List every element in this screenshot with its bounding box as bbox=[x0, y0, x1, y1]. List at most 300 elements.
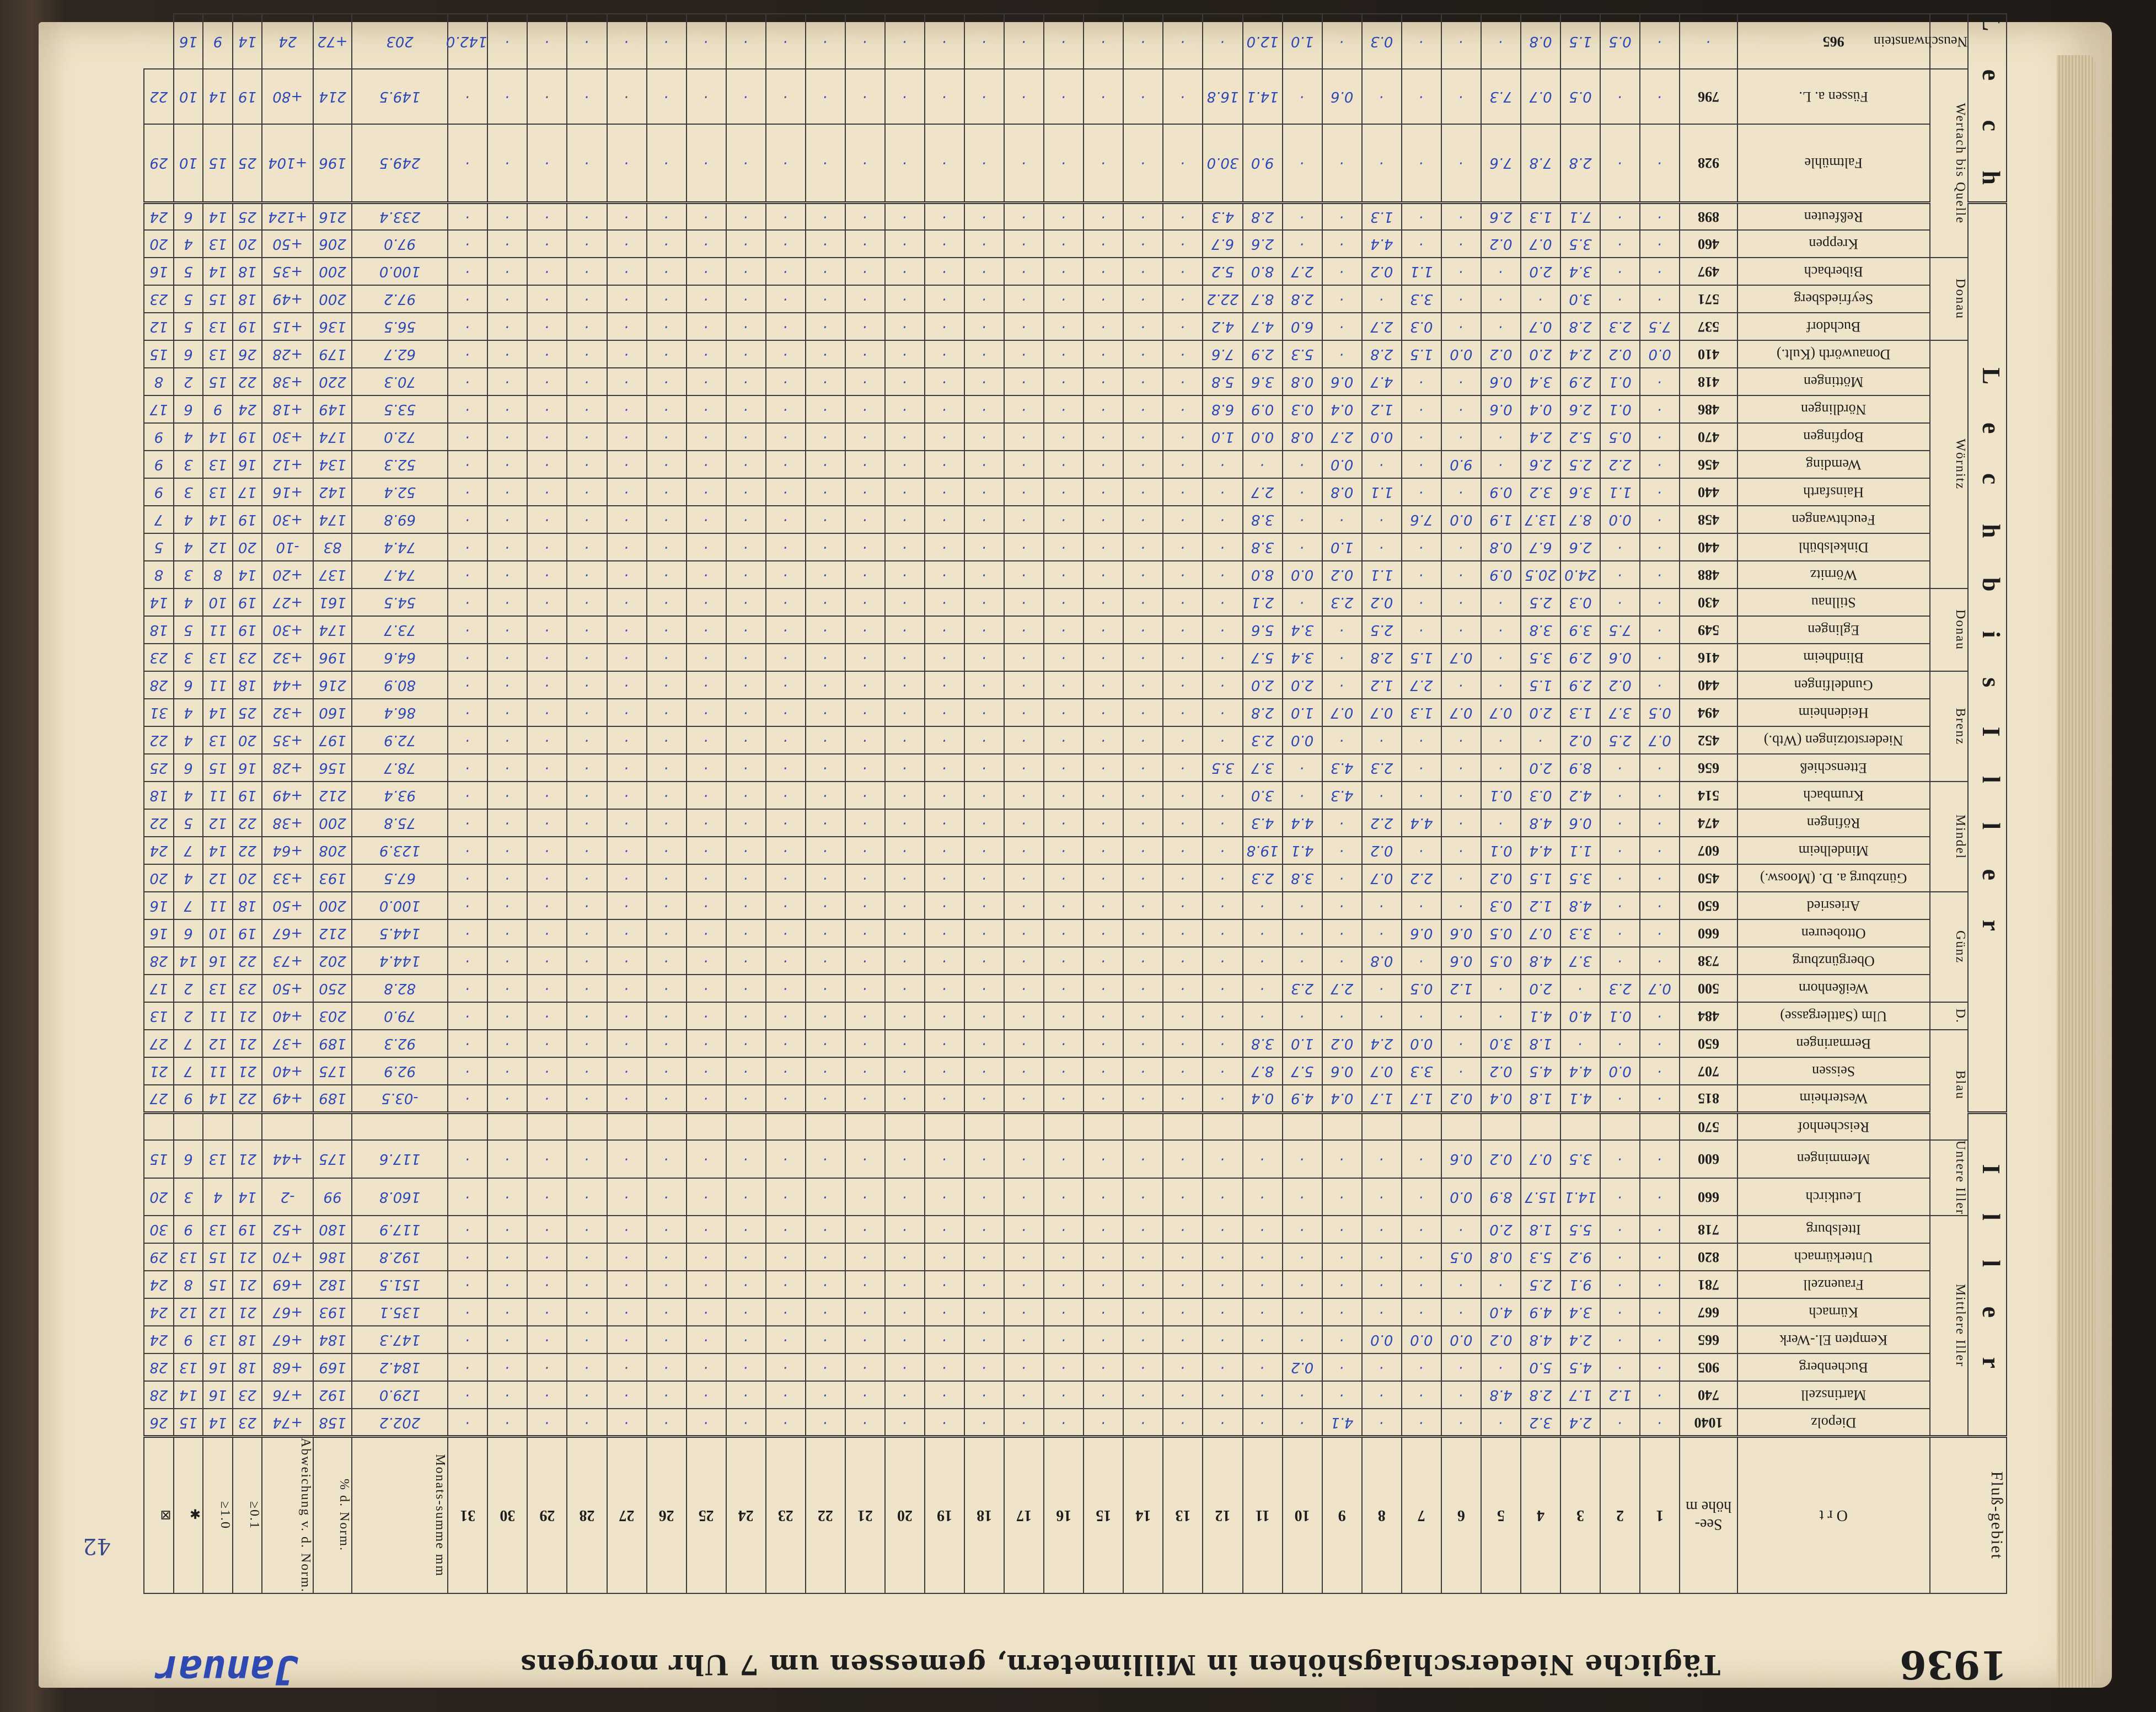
header-day-7: 7 bbox=[1402, 1436, 1441, 1593]
day-value: · bbox=[1044, 1381, 1084, 1409]
day-value bbox=[647, 1112, 687, 1140]
day-value: · bbox=[527, 478, 567, 506]
day-value: · bbox=[448, 124, 487, 203]
day-value: 1.5 bbox=[1560, 14, 1600, 69]
day-value: 2.2 bbox=[1362, 809, 1402, 837]
day-value: · bbox=[766, 1030, 806, 1057]
table-row bbox=[144, 1409, 2007, 1436]
day-value: 8.9 bbox=[1560, 754, 1600, 782]
day-value: · bbox=[567, 69, 607, 124]
day-value: · bbox=[885, 726, 925, 754]
day-value: · bbox=[1402, 1216, 1441, 1243]
day-value: · bbox=[487, 395, 527, 423]
day-value: · bbox=[1441, 368, 1481, 395]
day-value: · bbox=[1441, 1002, 1481, 1030]
day-value: · bbox=[766, 809, 806, 837]
day-value: · bbox=[487, 809, 527, 837]
day-value: · bbox=[647, 809, 687, 837]
deviation: +64 bbox=[262, 837, 313, 864]
day-value: · bbox=[448, 919, 487, 947]
day-value: · bbox=[1402, 837, 1441, 864]
station-name: Neuschwanstein bbox=[1930, 14, 1969, 69]
monthly-sum: 64.6 bbox=[352, 644, 448, 671]
day-value: · bbox=[766, 892, 806, 919]
table-row bbox=[144, 1178, 2007, 1216]
day-value: · bbox=[1362, 1140, 1402, 1178]
station-name: Reßfeuten bbox=[1737, 202, 1930, 230]
day-value: · bbox=[1640, 837, 1680, 864]
day-value: · bbox=[687, 588, 726, 616]
table-row bbox=[144, 809, 2007, 837]
day-value: 0.3 bbox=[1283, 395, 1322, 423]
day-value: · bbox=[687, 1271, 726, 1298]
days-snow: 4 bbox=[174, 726, 203, 754]
header-seehoehe: See-höhe m bbox=[1680, 1436, 1737, 1593]
day-value: · bbox=[527, 124, 567, 203]
day-value: 1.2 bbox=[1362, 395, 1402, 423]
day-value: · bbox=[607, 864, 647, 892]
monthly-sum: 160.8 bbox=[352, 1178, 448, 1216]
day-value: · bbox=[1600, 1030, 1640, 1057]
days-ge-01: 21 bbox=[233, 1030, 262, 1057]
day-value: · bbox=[567, 340, 607, 368]
day-value: · bbox=[1600, 782, 1640, 809]
days-ge-01: 20 bbox=[233, 230, 262, 258]
page-title: Tägliche Niederschlagshöhen in Millimetern, gemessen um 7 Uhr morgens bbox=[520, 1649, 1720, 1681]
day-value: · bbox=[1322, 1326, 1362, 1353]
day-value: · bbox=[845, 1298, 885, 1326]
day-value: · bbox=[766, 230, 806, 258]
day-value: · bbox=[1163, 671, 1203, 699]
day-value: · bbox=[1004, 616, 1044, 644]
monthly-sum: 144.5 bbox=[352, 919, 448, 947]
day-value: · bbox=[1600, 1178, 1640, 1216]
day-value bbox=[845, 1112, 885, 1140]
day-value: · bbox=[964, 506, 1004, 533]
day-value: · bbox=[1084, 782, 1123, 809]
day-value: · bbox=[1243, 1002, 1283, 1030]
day-value: · bbox=[1600, 1326, 1640, 1353]
day-value: · bbox=[964, 1002, 1004, 1030]
day-value: · bbox=[1640, 1243, 1680, 1271]
day-value: · bbox=[845, 202, 885, 230]
station-name: Hainsfarth bbox=[1737, 478, 1930, 506]
day-value: · bbox=[527, 69, 567, 124]
day-value: 1.3 bbox=[1521, 202, 1560, 230]
day-value: · bbox=[1084, 1353, 1123, 1381]
day-value: · bbox=[925, 561, 964, 588]
day-value: · bbox=[1600, 1271, 1640, 1298]
monthly-sum: 62.7 bbox=[352, 340, 448, 368]
monthly-sum: 129.0 bbox=[352, 1381, 448, 1409]
day-value: · bbox=[885, 1002, 925, 1030]
day-value: · bbox=[1203, 588, 1242, 616]
day-value: 1.3 bbox=[1362, 202, 1402, 230]
days-snow: 2 bbox=[174, 975, 203, 1002]
day-value: · bbox=[964, 533, 1004, 561]
day-value: · bbox=[448, 561, 487, 588]
day-value: · bbox=[1004, 451, 1044, 478]
day-value: · bbox=[1044, 892, 1084, 919]
day-value: · bbox=[766, 533, 806, 561]
day-value: · bbox=[567, 644, 607, 671]
day-value: · bbox=[1481, 616, 1521, 644]
day-value: 4.9 bbox=[1283, 1085, 1322, 1112]
day-value: · bbox=[1402, 451, 1441, 478]
day-value: · bbox=[647, 1409, 687, 1436]
day-value: 0.2 bbox=[1481, 1326, 1521, 1353]
day-value: · bbox=[845, 368, 885, 395]
day-value: · bbox=[687, 423, 726, 451]
day-value: · bbox=[1283, 1243, 1322, 1271]
day-value: · bbox=[567, 451, 607, 478]
day-value: · bbox=[885, 1298, 925, 1326]
day-value: 0.8 bbox=[1481, 1243, 1521, 1271]
day-value: · bbox=[567, 313, 607, 340]
day-value: · bbox=[1640, 1030, 1680, 1057]
pct-norm: 184 bbox=[313, 1326, 352, 1353]
table-row bbox=[144, 124, 2007, 203]
day-value: · bbox=[1004, 699, 1044, 726]
day-value: · bbox=[1044, 588, 1084, 616]
day-value: · bbox=[806, 202, 845, 230]
day-value: · bbox=[1163, 975, 1203, 1002]
day-value: · bbox=[885, 1353, 925, 1381]
day-value: · bbox=[726, 124, 766, 203]
day-value: 0.2 bbox=[1600, 671, 1640, 699]
day-value: · bbox=[964, 561, 1004, 588]
day-value: · bbox=[527, 1002, 567, 1030]
day-value: · bbox=[1441, 892, 1481, 919]
days-snow: 15 bbox=[174, 1409, 203, 1436]
days-ge-10: 11 bbox=[203, 782, 232, 809]
day-value: · bbox=[647, 726, 687, 754]
days-ge-10: 14 bbox=[203, 1085, 232, 1112]
day-value: · bbox=[567, 782, 607, 809]
day-value: · bbox=[885, 395, 925, 423]
day-value: · bbox=[925, 14, 964, 69]
pct-norm: 182 bbox=[313, 1271, 352, 1298]
day-value: · bbox=[448, 1326, 487, 1353]
deviation: +50 bbox=[262, 892, 313, 919]
day-value: · bbox=[567, 395, 607, 423]
day-value: · bbox=[687, 1326, 726, 1353]
day-value: · bbox=[687, 1353, 726, 1381]
day-value: · bbox=[1084, 1243, 1123, 1271]
day-value: · bbox=[1203, 1085, 1242, 1112]
monthly-sum: 144.4 bbox=[352, 947, 448, 975]
day-value: 0.2 bbox=[1441, 1085, 1481, 1112]
day-value: · bbox=[1640, 395, 1680, 423]
days-ge-10: 14 bbox=[203, 1409, 232, 1436]
day-value: · bbox=[766, 837, 806, 864]
day-value: · bbox=[607, 258, 647, 285]
day-value: 4.8 bbox=[1481, 1381, 1521, 1409]
day-value: · bbox=[647, 1243, 687, 1271]
station-elevation: 497 bbox=[1680, 258, 1737, 285]
monthly-sum: 74.7 bbox=[352, 561, 448, 588]
day-value: · bbox=[806, 313, 845, 340]
day-value: · bbox=[647, 561, 687, 588]
day-value: · bbox=[1084, 1030, 1123, 1057]
day-value: · bbox=[607, 340, 647, 368]
day-value: 0.8 bbox=[1322, 478, 1362, 506]
days-ge-10: 14 bbox=[203, 837, 232, 864]
day-value: 0.2 bbox=[1481, 1140, 1521, 1178]
day-value: · bbox=[687, 864, 726, 892]
day-value: 0.2 bbox=[1600, 340, 1640, 368]
day-value: 4.8 bbox=[1521, 947, 1560, 975]
day-value: · bbox=[964, 809, 1004, 837]
day-value: 0.7 bbox=[1521, 230, 1560, 258]
day-value: 3.8 bbox=[1283, 864, 1322, 892]
day-value: · bbox=[806, 726, 845, 754]
day-value: 4.5 bbox=[1560, 1353, 1600, 1381]
day-value: · bbox=[607, 1057, 647, 1085]
day-value: · bbox=[607, 451, 647, 478]
day-value: · bbox=[1402, 726, 1441, 754]
day-value: 7.8 bbox=[1521, 124, 1560, 203]
day-value: · bbox=[1044, 258, 1084, 285]
day-value: · bbox=[647, 69, 687, 124]
day-value: · bbox=[1004, 892, 1044, 919]
deviation: +104 bbox=[262, 124, 313, 203]
subgroup-label: Untere Iller bbox=[1930, 1140, 1969, 1216]
day-value: · bbox=[964, 230, 1004, 258]
day-value: · bbox=[647, 14, 687, 69]
days-snow: 13 bbox=[174, 1243, 203, 1271]
day-value: · bbox=[487, 1409, 527, 1436]
days-snow: 14 bbox=[174, 947, 203, 975]
monthly-sum: 53.5 bbox=[352, 395, 448, 423]
monthly-sum: 52.4 bbox=[352, 478, 448, 506]
day-value: · bbox=[964, 864, 1004, 892]
pct-norm: 212 bbox=[313, 919, 352, 947]
day-value: · bbox=[1004, 975, 1044, 1002]
station-elevation: 458 bbox=[1680, 506, 1737, 533]
day-value: · bbox=[527, 1178, 567, 1216]
day-value: · bbox=[1004, 754, 1044, 782]
table-row bbox=[144, 313, 2007, 340]
day-value: · bbox=[845, 478, 885, 506]
day-value: · bbox=[1163, 14, 1203, 69]
day-value: · bbox=[607, 423, 647, 451]
day-value: 9.0 bbox=[1243, 124, 1283, 203]
days-ge-01: 23 bbox=[233, 1409, 262, 1436]
day-value: · bbox=[527, 837, 567, 864]
day-value: · bbox=[1203, 726, 1242, 754]
day-value: 4.1 bbox=[1560, 1085, 1600, 1112]
station-name: Ottobeuren bbox=[1737, 919, 1930, 947]
day-value: · bbox=[845, 1178, 885, 1216]
day-value: · bbox=[1123, 671, 1163, 699]
day-value: · bbox=[1362, 285, 1402, 313]
day-value: 1.1 bbox=[1362, 478, 1402, 506]
day-value: · bbox=[527, 892, 567, 919]
station-name: Buchdorf bbox=[1737, 313, 1930, 340]
day-value: 7.5 bbox=[1640, 313, 1680, 340]
day-value: · bbox=[647, 616, 687, 644]
days-ge-01: 14 bbox=[233, 1178, 262, 1216]
day-value: 2.5 bbox=[1521, 588, 1560, 616]
day-value: · bbox=[925, 395, 964, 423]
day-value: · bbox=[925, 423, 964, 451]
day-value: 0.5 bbox=[1640, 699, 1680, 726]
station-elevation: 650 bbox=[1680, 1030, 1737, 1057]
day-value bbox=[687, 1112, 726, 1140]
day-value: · bbox=[567, 919, 607, 947]
day-value: · bbox=[1481, 1409, 1521, 1436]
day-value: · bbox=[448, 588, 487, 616]
day-value: · bbox=[607, 1002, 647, 1030]
day-value: · bbox=[487, 124, 527, 203]
station-name: Martinszell bbox=[1737, 1381, 1930, 1409]
deviation: +30 bbox=[262, 423, 313, 451]
day-value: · bbox=[726, 754, 766, 782]
day-value: 0.0 bbox=[1600, 1057, 1640, 1085]
day-value: 0.7 bbox=[1521, 919, 1560, 947]
days-ge-01: 22 bbox=[233, 947, 262, 975]
day-value: · bbox=[1640, 1353, 1680, 1381]
day-value: 0.0 bbox=[1441, 1178, 1481, 1216]
day-value: · bbox=[925, 1002, 964, 1030]
day-value: 2.3 bbox=[1243, 726, 1283, 754]
day-value: · bbox=[1322, 892, 1362, 919]
days-ge-10: 11 bbox=[203, 892, 232, 919]
day-value: 3.8 bbox=[1243, 1030, 1283, 1057]
day-value: · bbox=[1481, 588, 1521, 616]
days-ge-01: 19 bbox=[233, 782, 262, 809]
day-value: · bbox=[1402, 782, 1441, 809]
station-name: Obergünzburg bbox=[1737, 947, 1930, 975]
day-value: · bbox=[687, 69, 726, 124]
day-value: 1.5 bbox=[1521, 864, 1560, 892]
day-value: · bbox=[964, 782, 1004, 809]
day-value: · bbox=[766, 14, 806, 69]
day-value: · bbox=[1004, 1243, 1044, 1271]
day-value: · bbox=[1362, 1243, 1402, 1271]
day-value: · bbox=[726, 1057, 766, 1085]
days-snow: 6 bbox=[174, 340, 203, 368]
day-value: · bbox=[1680, 14, 1737, 69]
day-value: · bbox=[1203, 699, 1242, 726]
day-value: · bbox=[1243, 451, 1283, 478]
day-value: · bbox=[1600, 809, 1640, 837]
days-ge-10: 14 bbox=[203, 423, 232, 451]
day-value: · bbox=[1640, 671, 1680, 699]
day-value: · bbox=[766, 1326, 806, 1353]
day-value: 0.8 bbox=[1362, 947, 1402, 975]
day-value: · bbox=[1322, 285, 1362, 313]
day-value: · bbox=[925, 285, 964, 313]
day-value: 4.4 bbox=[1560, 1057, 1600, 1085]
day-value: · bbox=[687, 726, 726, 754]
day-value: · bbox=[806, 1140, 845, 1178]
day-value bbox=[1123, 1112, 1163, 1140]
day-value: · bbox=[964, 14, 1004, 69]
day-value: · bbox=[766, 1298, 806, 1326]
day-value: · bbox=[567, 478, 607, 506]
day-value: · bbox=[1084, 1298, 1123, 1326]
days-ge-10 bbox=[203, 1112, 232, 1140]
day-value: · bbox=[1640, 506, 1680, 533]
day-value: · bbox=[1402, 754, 1441, 782]
day-value: · bbox=[487, 1381, 527, 1409]
day-value: · bbox=[964, 975, 1004, 1002]
header-day-26: 26 bbox=[647, 1436, 687, 1593]
day-value: · bbox=[885, 1243, 925, 1271]
day-value: · bbox=[1481, 14, 1521, 69]
day-value: · bbox=[806, 754, 845, 782]
days-thunder: 29 bbox=[144, 1243, 174, 1271]
day-value: · bbox=[607, 809, 647, 837]
day-value: · bbox=[1243, 1243, 1283, 1271]
day-value: · bbox=[1481, 671, 1521, 699]
deviation: +49 bbox=[262, 285, 313, 313]
day-value: · bbox=[806, 1085, 845, 1112]
day-value: · bbox=[845, 258, 885, 285]
days-ge-10: 12 bbox=[203, 1030, 232, 1057]
header-day-15: 15 bbox=[1084, 1436, 1123, 1593]
day-value: 2.8 bbox=[1362, 340, 1402, 368]
day-value: · bbox=[448, 1085, 487, 1112]
day-value: · bbox=[806, 1243, 845, 1271]
day-value: · bbox=[1004, 1409, 1044, 1436]
header-day-30: 30 bbox=[487, 1436, 527, 1593]
day-value: · bbox=[925, 671, 964, 699]
day-value: 3.8 bbox=[1243, 533, 1283, 561]
deviation: +69 bbox=[262, 1271, 313, 1298]
day-value: 5.3 bbox=[1521, 1243, 1560, 1271]
day-value: · bbox=[1402, 588, 1441, 616]
monthly-sum: 100.0 bbox=[352, 258, 448, 285]
day-value: 5.2 bbox=[1560, 423, 1600, 451]
day-value: · bbox=[647, 919, 687, 947]
day-value: · bbox=[1402, 124, 1441, 203]
day-value: · bbox=[1004, 588, 1044, 616]
day-value: 2.8 bbox=[1243, 699, 1283, 726]
day-value: · bbox=[1123, 699, 1163, 726]
day-value: 0.4 bbox=[1322, 395, 1362, 423]
day-value: · bbox=[647, 947, 687, 975]
day-value: · bbox=[687, 782, 726, 809]
day-value: · bbox=[726, 423, 766, 451]
table-row bbox=[144, 947, 2007, 975]
day-value: 13.7 bbox=[1521, 506, 1560, 533]
day-value: 9.0 bbox=[1441, 451, 1481, 478]
station-elevation: 898 bbox=[1680, 202, 1737, 230]
station-elevation: 440 bbox=[1680, 671, 1737, 699]
table-row bbox=[144, 506, 2007, 533]
day-value: · bbox=[766, 478, 806, 506]
day-value: · bbox=[1123, 69, 1163, 124]
day-value bbox=[1322, 1112, 1362, 1140]
day-value: · bbox=[766, 1271, 806, 1298]
table-row bbox=[144, 837, 2007, 864]
day-value: 2.4 bbox=[1521, 423, 1560, 451]
station-name: Nördlingen bbox=[1737, 395, 1930, 423]
day-value: 3.8 bbox=[1521, 616, 1560, 644]
monthly-sum: 135.1 bbox=[352, 1298, 448, 1326]
day-value: 2.4 bbox=[1560, 1326, 1600, 1353]
day-value: · bbox=[1640, 423, 1680, 451]
day-value: 2.1 bbox=[1243, 588, 1283, 616]
day-value: · bbox=[1322, 1353, 1362, 1381]
table-row bbox=[144, 423, 2007, 451]
day-value: · bbox=[726, 230, 766, 258]
day-value: · bbox=[607, 1243, 647, 1271]
days-ge-01: 18 bbox=[233, 1326, 262, 1353]
